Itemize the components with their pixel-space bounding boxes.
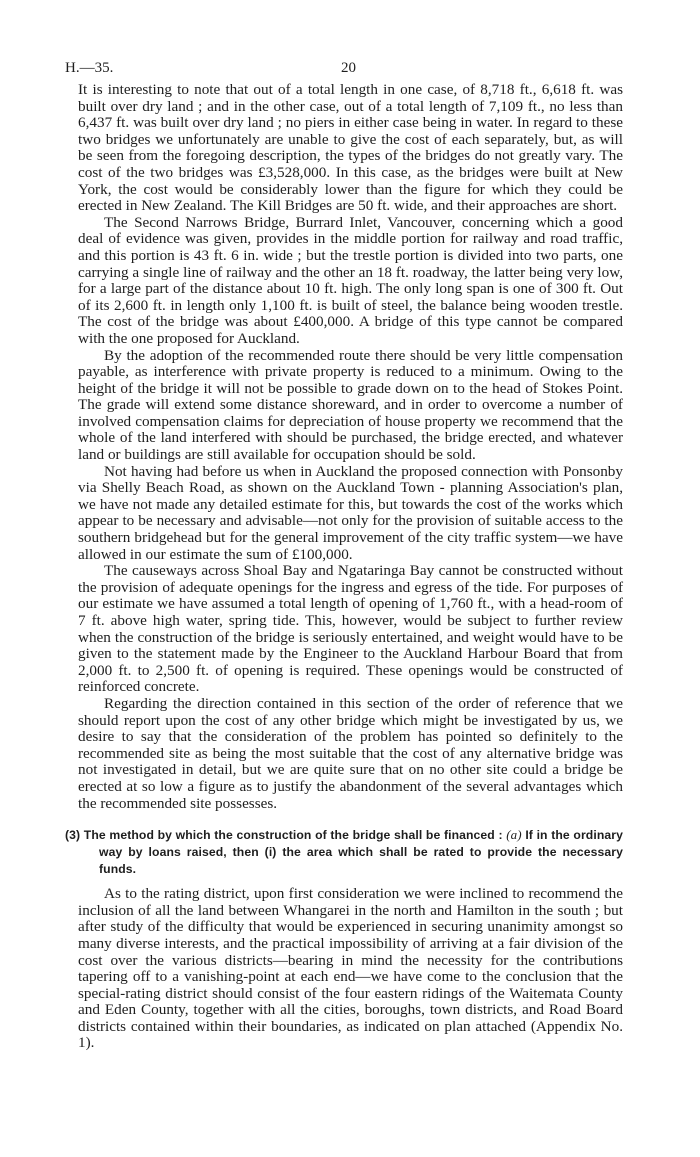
paragraph-rating-district: As to the rating district, upon first consideration we were inclined to recommend the inclusion of all the land between Whangarei in the north and Hamilton in the south ; but after study of the difficulty that would be experienced in securing unanimity amongst so many diverse interests, and the practical impossibility of arriving at a fair division of the cost over the various districts—bearing in mind the necessity for the contributions tapering off to a vanishing-point at each end—we have come to the conclusion that the special-rating district should consist of the four eastern ridings of the Waitemata County and Eden County, together with all the cities, boroughs, town districts, and Road Board districts contained within their boundaries, as indicated on plan attached (Appendix No. 1). bbox=[78, 885, 623, 1052]
page-header bbox=[65, 60, 623, 82]
document-page bbox=[65, 60, 623, 1052]
section-heading-financing bbox=[65, 826, 623, 878]
section-heading-sub-marker: (a) bbox=[506, 827, 522, 843]
section-heading-lead: (3) The method by which the construction of the bridge shall be financed : bbox=[65, 828, 503, 843]
page-number: 20 bbox=[341, 60, 356, 76]
paragraph-compensation: By the adoption of the recommended route there should be very little compensation payable, as interference with private property is reduced to a minimum. Owing to the height of the bridge it will not be possible to grade down on to the head of Stokes Point. The grade will extend some distance shoreward, and in order to overcome a number of involved compensation claims for depreciation of house property we recommend that the whole of the land interfered with should be purchased, the bridge erected, and whatever land or buildings are still available for occupation should be sold. bbox=[78, 346, 623, 464]
paragraph-causeways: The causeways across Shoal Bay and Ngataringa Bay cannot be constructed without the provision of adequate openings for the ingress and egress of the tide. For purposes of our estimate we have assumed a total length of opening of 1,760 ft., with a head-room of 7 ft. above high water, spring tide. This, however, would be subject to further review when the construction of the bridge is seriously entertained, and weight would have to be given to the statement made by the Engineer to the Auckland Harbour Board that from 2,000 ft. to 2,500 ft. of opening is required. These openings would be constructed of reinforced concrete. bbox=[78, 562, 623, 696]
paragraph-second-narrows-bridge: The Second Narrows Bridge, Burrard Inlet, Vancouver, concerning which a good deal of evidence was given, provides in the middle portion for railway and road traffic, and this portion is 43 ft. 6 in. wide ; but the trestle portion is divided into two parts, one carrying a single line of railway and the other an 18 ft. roadway, the latter being very low, for a large part of the distance about 10 ft. high. The only long span is one of 300 ft. Out of its 2,600 ft. in length only 1,100 ft. is built of steel, the balance being wooden trestle. The cost of the bridge was about £400,000. A bridge of this type cannot be compared with the one proposed for Auckland. bbox=[78, 213, 623, 347]
paragraph-alternative-bridge: Regarding the direction contained in this section of the order of reference that we should report upon the cost of any other bridge which might be investigated by us, we desire to say that the consideration of the problem has pointed so definitely to the recommended site as being the most suitable that the cost of any alternative bridge was not investigated in detail, but we are quite sure that on no other site could a bridge be erected at so low a figure as to justify the abandonment of the several advantages which the recommended site possesses. bbox=[78, 694, 623, 812]
section-heading-rest: If in the ordinary way by loans raised, then (i) the area which shall be rated to provide the necessary funds. bbox=[99, 828, 623, 877]
report-reference: H.—35. bbox=[65, 60, 114, 76]
paragraph-ponsonby-connection: Not having had before us when in Auckland the proposed connection with Ponsonby via Shelly Beach Road, as shown on the Auckland Town - planning Association's plan, we have not made any detailed estimate for this, but towards the cost of the works which appear to be necessary and advisable—not only for the provision of suitable access to the southern bridgehead but for the general improvement of the city traffic system—we have allowed in our estimate the sum of £100,000. bbox=[78, 462, 623, 563]
paragraph-kill-bridges: It is interesting to note that out of a total length in one case, of 8,718 ft., 6,618 ft. was built over dry land ; and in the other case, out of a total length of 7,109 ft., no less than 6,437 ft. was built over dry land ; no piers in either case being in water. In regard to these two bridges we unfortunately are unable to give the cost of each separately, but, as will be seen from the foregoing description, the types of the bridges do not greatly vary. The cost of the two bridges was £3,528,000. In this case, as the bridges were built at New York, the cost would be considerably lower than the figure for which they could be erected in New Zealand. The Kill Bridges are 50 ft. wide, and their approaches are short. bbox=[78, 81, 623, 215]
